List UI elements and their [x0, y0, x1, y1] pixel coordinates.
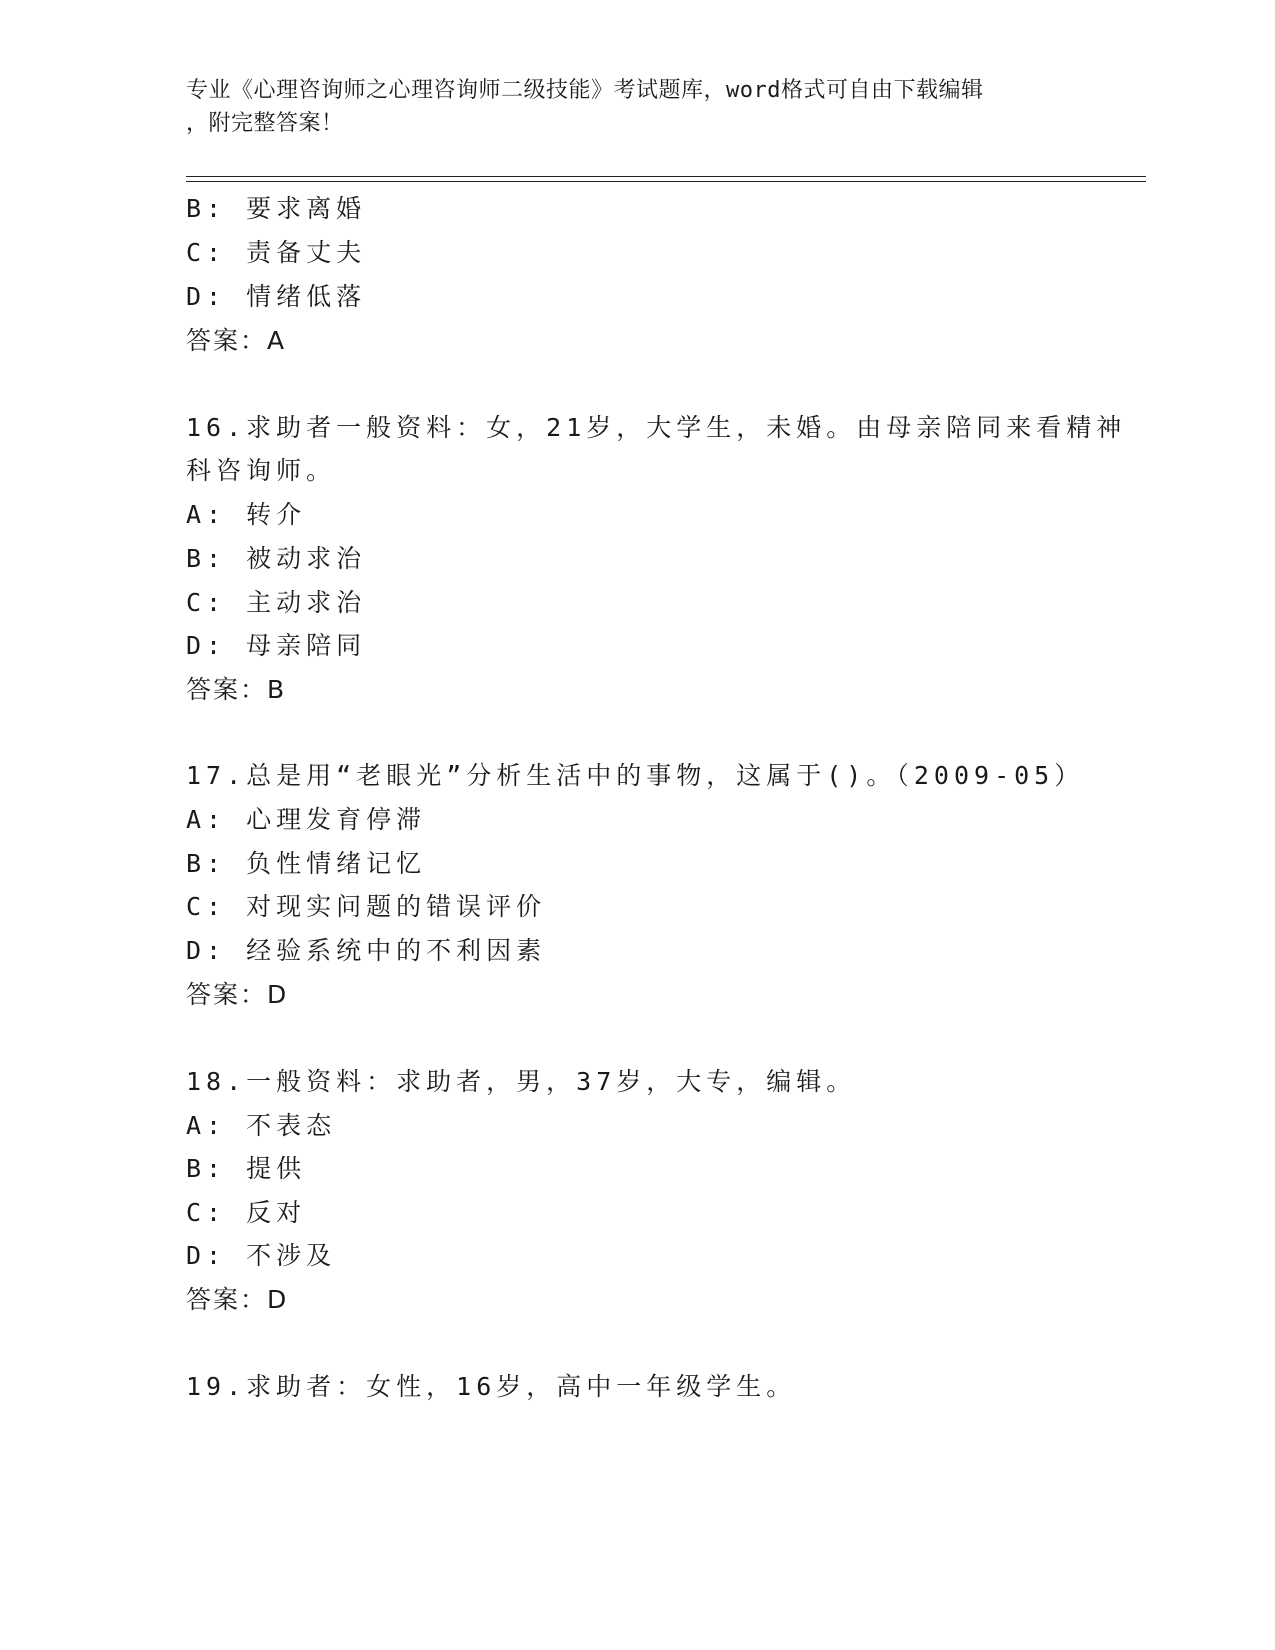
header-divider-top — [186, 176, 1146, 177]
q17-option-c: C: 对现实问题的错误评价 — [186, 892, 547, 921]
q17-answer: 答案：D — [186, 980, 289, 1009]
q15-option-b: B: 要求离婚 — [186, 194, 367, 223]
q16-option-b: B: 被动求治 — [186, 544, 367, 573]
header-divider-bottom — [186, 181, 1146, 182]
q17-stem: 17.总是用“老眼光”分析生活中的事物，这属于()。（2009-05） — [186, 761, 1085, 790]
q17-option-a: A: 心理发育停滞 — [186, 805, 427, 834]
q18-option-c: C: 反对 — [186, 1198, 307, 1227]
q15-option-d: D: 情绪低落 — [186, 282, 367, 311]
q18-option-d: D: 不涉及 — [186, 1241, 337, 1270]
q16-option-c: C: 主动求治 — [186, 588, 367, 617]
header-line-1: 专业《心理咨询师之心理咨询师二级技能》考试题库，word格式可自由下载编辑 — [186, 78, 984, 103]
q16-stem-line-1: 16.求助者一般资料：女，21岁，大学生，未婚。由母亲陪同来看精神 — [186, 413, 1127, 442]
header-line-2: ，附完整答案！ — [186, 111, 344, 136]
q17-option-d: D: 经验系统中的不利因素 — [186, 936, 547, 965]
q15-answer: 答案：A — [186, 326, 287, 355]
document-header — [186, 74, 1086, 140]
q16-answer: 答案：B — [186, 675, 287, 704]
q16-option-a: A: 转介 — [186, 500, 307, 529]
q17-option-b: B: 负性情绪记忆 — [186, 849, 427, 878]
q18-stem: 18.一般资料：求助者，男，37岁，大专，编辑。 — [186, 1067, 857, 1096]
q18-option-a: A: 不表态 — [186, 1111, 337, 1140]
q18-answer: 答案：D — [186, 1285, 289, 1314]
q16-stem-line-2: 科咨询师。 — [186, 456, 337, 485]
q18-option-b: B: 提供 — [186, 1154, 307, 1183]
q19-stem: 19.求助者：女性，16岁，高中一年级学生。 — [186, 1372, 797, 1401]
q16-option-d: D: 母亲陪同 — [186, 631, 367, 660]
q15-option-c: C: 责备丈夫 — [186, 238, 367, 267]
